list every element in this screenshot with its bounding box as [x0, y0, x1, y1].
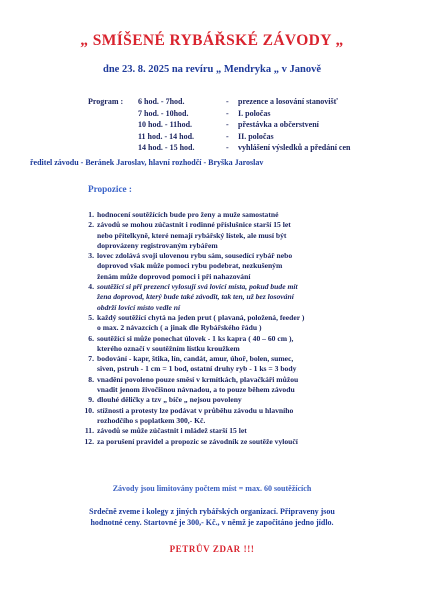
- program-row: [88, 96, 408, 108]
- program-dash: -: [226, 97, 229, 106]
- rule-text: závodů se mohou zúčastnit i rodinné příslušnice starší 15 let nebo přítelkyně, které nemají rybářský lístek, ale musí být doprovázeny registrovaným rybářem: [97, 220, 291, 250]
- program-activity: vyhlášení výsledků a předání cen: [238, 143, 351, 152]
- rule-number: 5.: [88, 312, 94, 322]
- program-row: [88, 142, 408, 154]
- rule-number: 10.: [84, 405, 94, 415]
- program-label: [88, 142, 138, 154]
- program-label: [88, 108, 138, 120]
- rule-number: 1.: [88, 210, 94, 219]
- program-time: 7 hod. - 10hod.: [138, 108, 189, 118]
- rule-item: [80, 354, 380, 375]
- rule-item: [80, 437, 380, 447]
- program-activity: II. poločas: [238, 131, 274, 141]
- rule-text: každý soutěžící chytá na jeden prut ( plavaná, položená, feeder ) o max. 2 návazcích ( a jinak dle Rybářského řádu ): [97, 312, 305, 333]
- rule-text: bodování - kapr, štika, lín, candát, amur, úhoř, bolen, sumec, siven, pstruh - 1 cm = 1 bod, ostatní druhy ryb - 1 ks = 3 body: [97, 354, 297, 374]
- capacity-note: Závody jsou limitovány počtem míst = max. 60 soutěžících: [112, 484, 312, 493]
- rule-number: 2.: [88, 220, 94, 230]
- rules-list: [80, 210, 380, 447]
- rule-item: [80, 251, 380, 282]
- rules-heading: Propozice :: [88, 184, 132, 194]
- event-title: „ SMÍŠENÉ RYBÁŘSKÉ ZÁVODY „: [80, 32, 344, 49]
- event-date-location: dne 23. 8. 2025 na revíru „ Mendryka „ v Janově: [103, 64, 321, 75]
- program-row: [88, 108, 408, 120]
- program-activity: prezence a losování stanovišť: [238, 97, 338, 106]
- program-label: Program :: [88, 97, 124, 106]
- rule-text: hodnocení soutěžících bude pro ženy a muže samostatné: [97, 210, 279, 219]
- program-dash: -: [226, 131, 229, 141]
- rule-number: 8.: [88, 374, 94, 384]
- rule-text: soutěžící si při prezenci vylosují svá lovící místa, pokud bude mít žena doprovod, který bude také závodit, tak ten, už bez losování obdrží lovící místo vedle ní: [97, 282, 298, 312]
- rule-item: [80, 210, 380, 220]
- rule-item: [80, 426, 380, 436]
- program-activity: přestávka a občerstvení: [238, 120, 319, 129]
- program-dash: -: [226, 108, 229, 118]
- rule-item: [80, 406, 380, 427]
- rule-text: vnadění povoleno pouze směsí v krmítkách, plavačkáři můžou vnadit jenom živočišnou návnadou, a to pouze během závodu: [97, 374, 299, 395]
- program-label: [88, 131, 138, 143]
- rule-number: 6.: [88, 333, 94, 343]
- rule-number: 3.: [88, 251, 94, 261]
- program-schedule: [88, 96, 408, 154]
- program-time: 10 hod. - 11hod.: [138, 120, 193, 129]
- program-dash: -: [226, 143, 229, 152]
- program-activity: I. poločas: [238, 108, 271, 118]
- program-time: 14 hod. - 15 hod.: [138, 143, 195, 152]
- rule-item: [80, 334, 380, 355]
- rule-item: [80, 395, 380, 405]
- organizers-line: ředitel závodu - Beránek Jaroslav, hlavní rozhodčí - Bryška Jaroslav: [30, 158, 264, 167]
- program-label: [88, 119, 138, 131]
- rule-item: [80, 375, 380, 396]
- invitation-text: [0, 506, 424, 528]
- rule-text: soutěžící si může ponechat úlovek - 1 ks kapra ( 40 – 60 cm ), kterého označí v soutěžním lístku kroužkem: [97, 333, 294, 353]
- program-row: [88, 119, 408, 131]
- rule-item: [80, 313, 380, 334]
- program-time: 6 hod. - 7hod.: [138, 97, 185, 106]
- rule-number: 11.: [84, 426, 94, 436]
- rule-number: 4.: [88, 282, 94, 292]
- rule-text: lovec zdolává svoji ulovenou rybu sám, sousedící rybář nebo doprovod však může pomoci rybu podebrat, nezkušeným ženám může doprovod pomoci i při nahazování: [97, 251, 293, 281]
- rule-text: stížnosti a protesty lze podávat v průběhu závodu u hlavního rozhodčího s poplatkem 300,- Kč.: [97, 405, 294, 425]
- rule-item: [80, 282, 380, 313]
- rule-number: 12.: [84, 436, 94, 446]
- rule-text: za porušení pravidel a propozic se závodník ze soutěže vyloučí: [97, 436, 298, 446]
- rule-number: 7.: [88, 354, 94, 364]
- program-dash: -: [226, 120, 229, 129]
- closing-greeting: PETRŮV ZDAR !!!: [169, 544, 255, 554]
- rule-number: 9.: [88, 395, 94, 405]
- invitation-line-2: hodnotné ceny. Startovné je 300,- Kč., v němž je započitáno jedno jídlo.: [90, 518, 334, 527]
- program-row: [88, 131, 408, 143]
- rule-text: závodů se může zúčastnit i mládež starší 15 let: [97, 426, 247, 436]
- invitation-line-1: Srdečně zveme i kolegy z jiných rybářských organizací. Připraveny jsou: [89, 507, 335, 516]
- rule-text: dlouhé děličky a tzv „ bíče „ nejsou povoleny: [97, 395, 242, 405]
- rule-item: [80, 220, 380, 251]
- program-time: 11 hod. - 14 hod.: [138, 131, 195, 141]
